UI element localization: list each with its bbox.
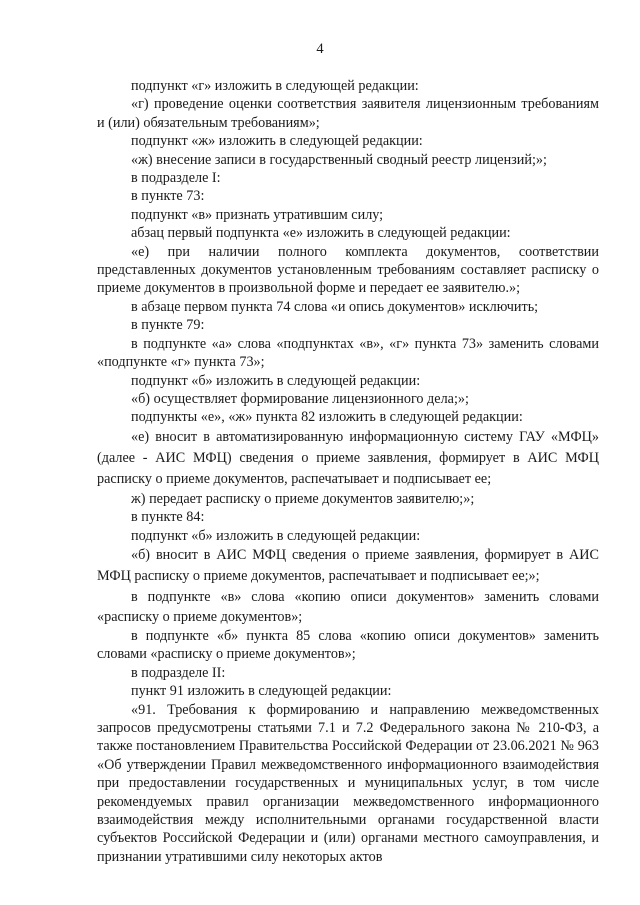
- paragraph: подпункт «б» изложить в следующей редакции:: [131, 372, 421, 389]
- paragraph: в подпункте «б» пункта 85 слова «копию описи документов» заменить словами «расписку о приеме документов»;: [97, 627, 599, 663]
- paragraph: в подпункте «а» слова «подпунктах «в», «г» пункта 73» заменить словами «подпункте «г» пункта 73»;: [97, 335, 599, 371]
- paragraph: в пункте 73:: [131, 188, 205, 205]
- paragraph: «е) вносит в автоматизированную информационную систему ГАУ «МФЦ» (далее - АИС МФЦ) сведения о приеме заявления, формирует в АИС МФЦ расписку о приеме документов, распечатывает и подписывает ее;: [97, 428, 599, 487]
- paragraph: «ж) внесение записи в государственный сводный реестр лицензий;»;: [131, 151, 547, 168]
- paragraph: в подпункте «в» слова «копию описи документов» заменить словами «расписку о приеме документов»;: [97, 588, 599, 625]
- paragraph: «е) при наличии полного комплекта документов, соответствии представленных документов установленным требованиям составляет расписку о приеме документов в произвольной форме и передает ее заявителю.»;: [97, 243, 599, 297]
- paragraph: в абзаце первом пункта 74 слова «и опись документов» исключить;: [131, 298, 539, 315]
- paragraph: ж) передает расписку о приеме документов заявителю;»;: [131, 490, 475, 507]
- paragraph: «91. Требования к формированию и направлению межведомственных запросов предусмотрены статьями 7.1 и 7.2 Федерального закона № 210-ФЗ, а также постановлением Правительства Российской Федерации от 23.06.2021 № 963 «Об утверждении Правил межведомственного информационного взаимодействия при предоставлении государственных и муниципальных услуг, в том числе рекомендуемых правил организации межведомственного информационного взаимодействия между исполнительными органами государственной власти субъектов Российской Федерации и (или) органами местного самоуправления, и признании утратившими силу некоторых актов: [97, 701, 599, 865]
- paragraph: пункт 91 изложить в следующей редакции:: [131, 683, 392, 700]
- paragraph: «б) вносит в АИС МФЦ сведения о приеме заявления, формирует в АИС МФЦ расписку о приеме документов, распечатывает и подписывает ее;»;: [97, 546, 599, 584]
- paragraph: подпункты «е», «ж» пункта 82 изложить в следующей редакции:: [131, 409, 523, 426]
- paragraph: «г) проведение оценки соответствия заявителя лицензионным требованиям и (или) обязательным требованиям»;: [97, 96, 599, 131]
- paragraph: подпункт «ж» изложить в следующей редакции:: [131, 133, 423, 150]
- paragraph: подпункт «в» признать утратившим силу;: [131, 206, 384, 223]
- paragraph: «б) осуществляет формирование лицензионного дела;»;: [131, 390, 469, 407]
- paragraph: в пункте 79:: [131, 317, 205, 334]
- paragraph: в подразделе I:: [131, 170, 221, 187]
- document-body: [97, 77, 599, 866]
- paragraph: в подразделе II:: [131, 664, 226, 681]
- paragraph: подпункт «б» изложить в следующей редакции:: [131, 527, 421, 544]
- paragraph: подпункт «г» изложить в следующей редакции:: [131, 78, 419, 94]
- paragraph: в пункте 84:: [131, 509, 205, 526]
- paragraph: абзац первый подпункта «е» изложить в следующей редакции:: [131, 225, 511, 242]
- page-number: 4: [316, 41, 324, 57]
